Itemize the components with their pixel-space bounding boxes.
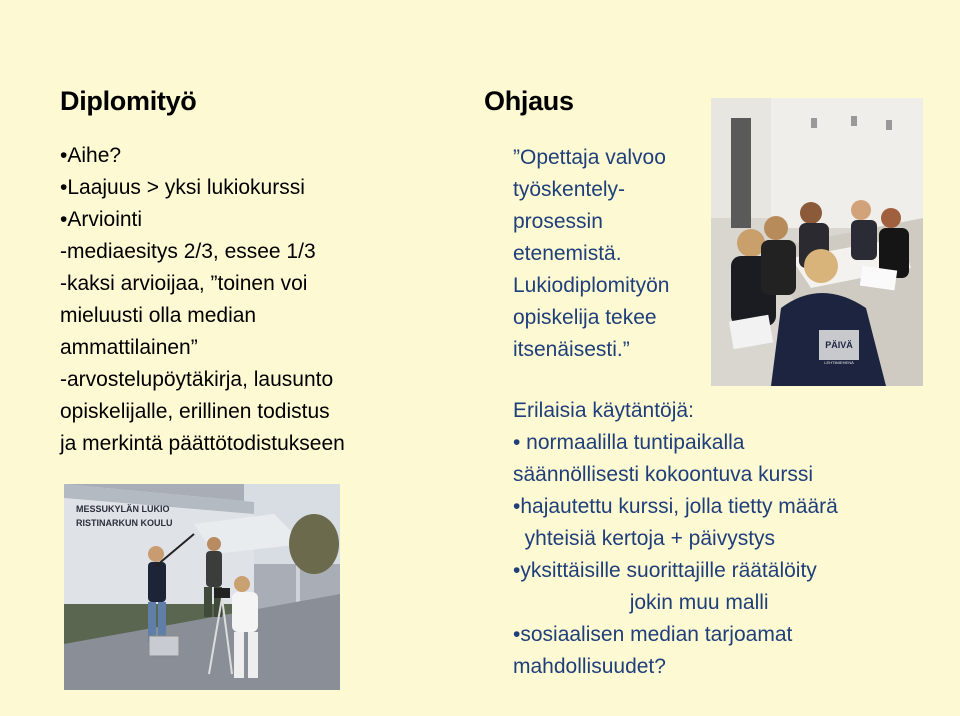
left-line: •Aihe? (60, 144, 122, 167)
school-sign-line2: RISTINARKUN KOULU (76, 518, 173, 528)
quote-line: prosessin (513, 210, 603, 233)
quote-line: Lukiodiplomityön (513, 274, 670, 297)
filming-photo (64, 484, 340, 690)
guidance-quote (513, 142, 669, 366)
quote-line: etenemistä. (513, 242, 622, 265)
practice-line: Erilaisia käytäntöjä: (513, 399, 694, 422)
practice-line: mahdollisuudet? (513, 655, 666, 678)
practice-line: jokin muu malli (513, 591, 769, 614)
left-line: •Arviointi (60, 208, 143, 231)
shirt-subtext: LEHTIMIEHENÄ (824, 360, 854, 365)
left-bullet-list (60, 140, 345, 460)
practice-line: •yksittäisille suorittajille räätälöity (513, 559, 817, 582)
practice-line: yhteisiä kertoja + päivystys (513, 527, 776, 550)
left-line: •Laajuus > yksi lukiokurssi (60, 176, 305, 199)
school-sign-line1: MESSUKYLÄN LUKIO (76, 504, 170, 514)
classroom-photo (711, 98, 923, 386)
left-line: -arvostelupöytäkirja, lausunto (60, 368, 334, 391)
left-line: ammattilainen” (60, 336, 198, 359)
practice-line: • normaalilla tuntipaikalla (513, 431, 745, 454)
left-title: Diplomityö (60, 86, 197, 116)
practice-line: •sosiaalisen median tarjoamat (513, 623, 793, 646)
left-line: ja merkintä päättötodistukseen (60, 432, 345, 455)
practice-line: •hajautettu kurssi, jolla tietty määrä (513, 495, 838, 518)
right-title: Ohjaus (484, 86, 574, 116)
quote-line: työskentely- (513, 178, 626, 201)
quote-line: itsenäisesti.” (513, 338, 630, 361)
left-line: opiskelijalle, erillinen todistus (60, 400, 330, 423)
quote-line: opiskelija tekee (513, 306, 657, 329)
quote-line: ”Opettaja valvoo (513, 146, 666, 169)
left-line: -kaksi arvioijaa, ”toinen voi (60, 272, 308, 295)
practice-line: säännöllisesti kokoontuva kurssi (513, 463, 813, 486)
shirt-text: PÄIVÄ (825, 340, 853, 350)
left-line: mieluusti olla median (60, 304, 257, 327)
left-line: -mediaesitys 2/3, essee 1/3 (60, 240, 316, 263)
practices-list (513, 395, 838, 683)
